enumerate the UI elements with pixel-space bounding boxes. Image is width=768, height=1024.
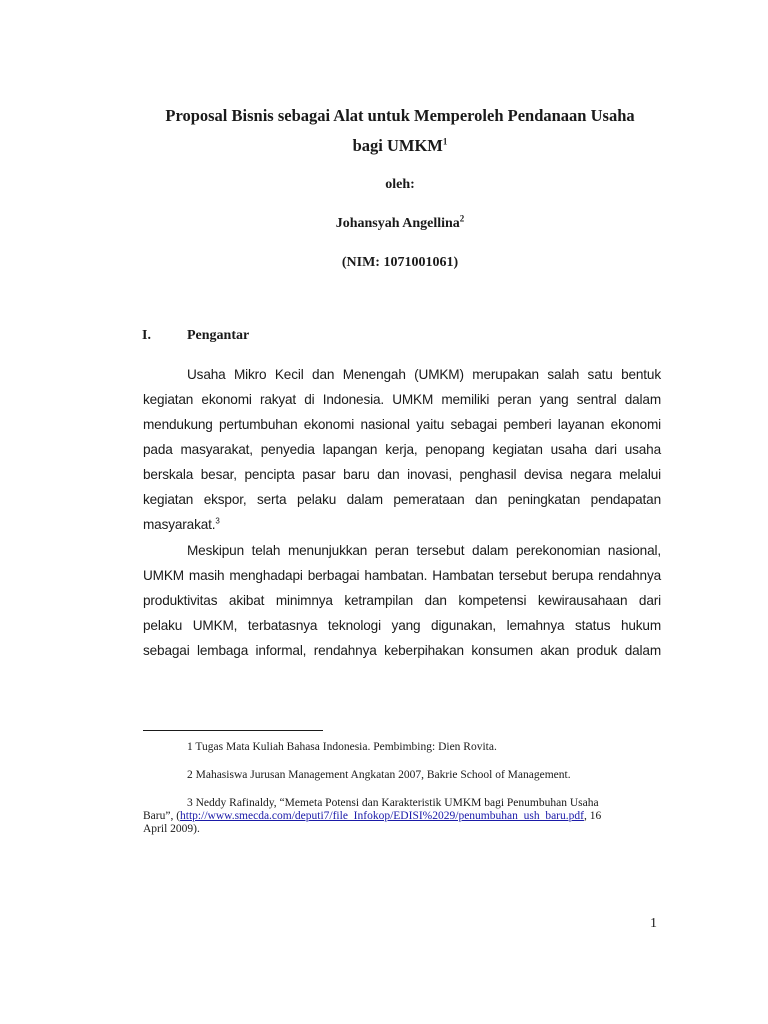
footnote-3-text-2a: Baru”, (	[143, 810, 181, 822]
paragraph-2-line-3: produktivitas akibat minimnya ketrampilan dan kompetensi kewirausahaan dari	[143, 593, 661, 608]
paragraph-1-line-1: Usaha Mikro Kecil dan Menengah (UMKM) merupakan salah satu bentuk	[187, 367, 661, 382]
footnote-3-text-1: Neddy Rafinaldy, “Memeta Potensi dan Karakteristik UMKM bagi Penumbuhan Usaha	[195, 797, 599, 809]
paragraph-2-line-4: pelaku UMKM, terbatasnya teknologi yang digunakan, lemahnya status hukum	[143, 618, 661, 633]
author-name-line	[100, 213, 700, 232]
title-footnote-ref: 1	[442, 136, 448, 147]
page-number: 1	[650, 916, 657, 931]
document-title-line-2	[100, 136, 700, 156]
footnote-2-text: Mahasiswa Jurusan Management Angkatan 2007, Bakrie School of Management.	[195, 769, 571, 781]
footnote-3-number: 3	[187, 797, 193, 809]
author-name: Johansyah Angellina	[335, 216, 460, 231]
paragraph-1-line-7-text: masyarakat.	[143, 517, 216, 532]
section-number: I.	[142, 328, 151, 343]
by-text: oleh:	[385, 177, 415, 192]
paragraph-1-line-7	[143, 516, 661, 534]
paragraph-1-line-5: berskala besar, pencipta pasar baru dan inovasi, penghasil devisa negara melalui	[143, 467, 661, 482]
footnote-3-text-3: April 2009).	[143, 823, 200, 835]
footnote-3-line-2	[143, 810, 601, 823]
footnote-1	[187, 741, 497, 754]
student-id	[100, 255, 700, 271]
footnote-3-link[interactable]: http://www.smecda.com/deputi7/file_Infokop/EDISI%2029/penumbuhan_ush_baru.pdf	[180, 810, 584, 822]
section-title: Pengantar	[187, 328, 250, 343]
footnote-3-text-2b: , 16	[583, 810, 602, 822]
author-footnote-ref: 2	[459, 213, 465, 224]
author-by-label	[100, 177, 700, 193]
paragraph-2-line-2: UMKM masih menghadapi berbagai hambatan. Hambatan tersebut berupa rendahnya	[143, 568, 661, 583]
footnote-2	[187, 769, 571, 782]
paragraph-1-footnote-ref: 3	[215, 516, 220, 526]
footnote-3-line-3	[143, 823, 200, 836]
document-title-line-1	[100, 106, 700, 126]
footnote-1-text: Tugas Mata Kuliah Bahasa Indonesia. Pembimbing: Dien Rovita.	[195, 741, 497, 753]
paragraph-1-line-3: mendukung pertumbuhan ekonomi nasional yaitu sebagai pemberi layanan ekonomi	[143, 417, 661, 432]
paragraph-1-line-4: pada masyarakat, penyedia lapangan kerja, penopang kegiatan usaha dari usaha	[143, 442, 661, 457]
paragraph-2-line-1: Meskipun telah menunjukkan peran tersebut dalam perekonomian nasional,	[187, 543, 661, 558]
title-text-2: bagi UMKM	[352, 136, 443, 155]
title-text-1: Proposal Bisnis sebagai Alat untuk Memperoleh Pendanaan Usaha	[165, 106, 635, 125]
paragraph-1-line-6: kegiatan ekspor, serta pelaku dalam pemerataan dan peningkatan pendapatan	[143, 492, 661, 507]
footnote-separator	[143, 730, 323, 731]
footnote-1-number: 1	[187, 741, 193, 753]
footnote-3-line-1	[187, 797, 599, 810]
nim-text: (NIM: 1071001061)	[341, 255, 459, 270]
paragraph-1-line-2: kegiatan ekonomi rakyat di Indonesia. UMKM memiliki peran yang sentral dalam	[143, 392, 661, 407]
footnote-2-number: 2	[187, 769, 193, 781]
paragraph-2-line-5: sebagai lembaga informal, rendahnya keberpihakan konsumen akan produk dalam	[143, 643, 661, 658]
